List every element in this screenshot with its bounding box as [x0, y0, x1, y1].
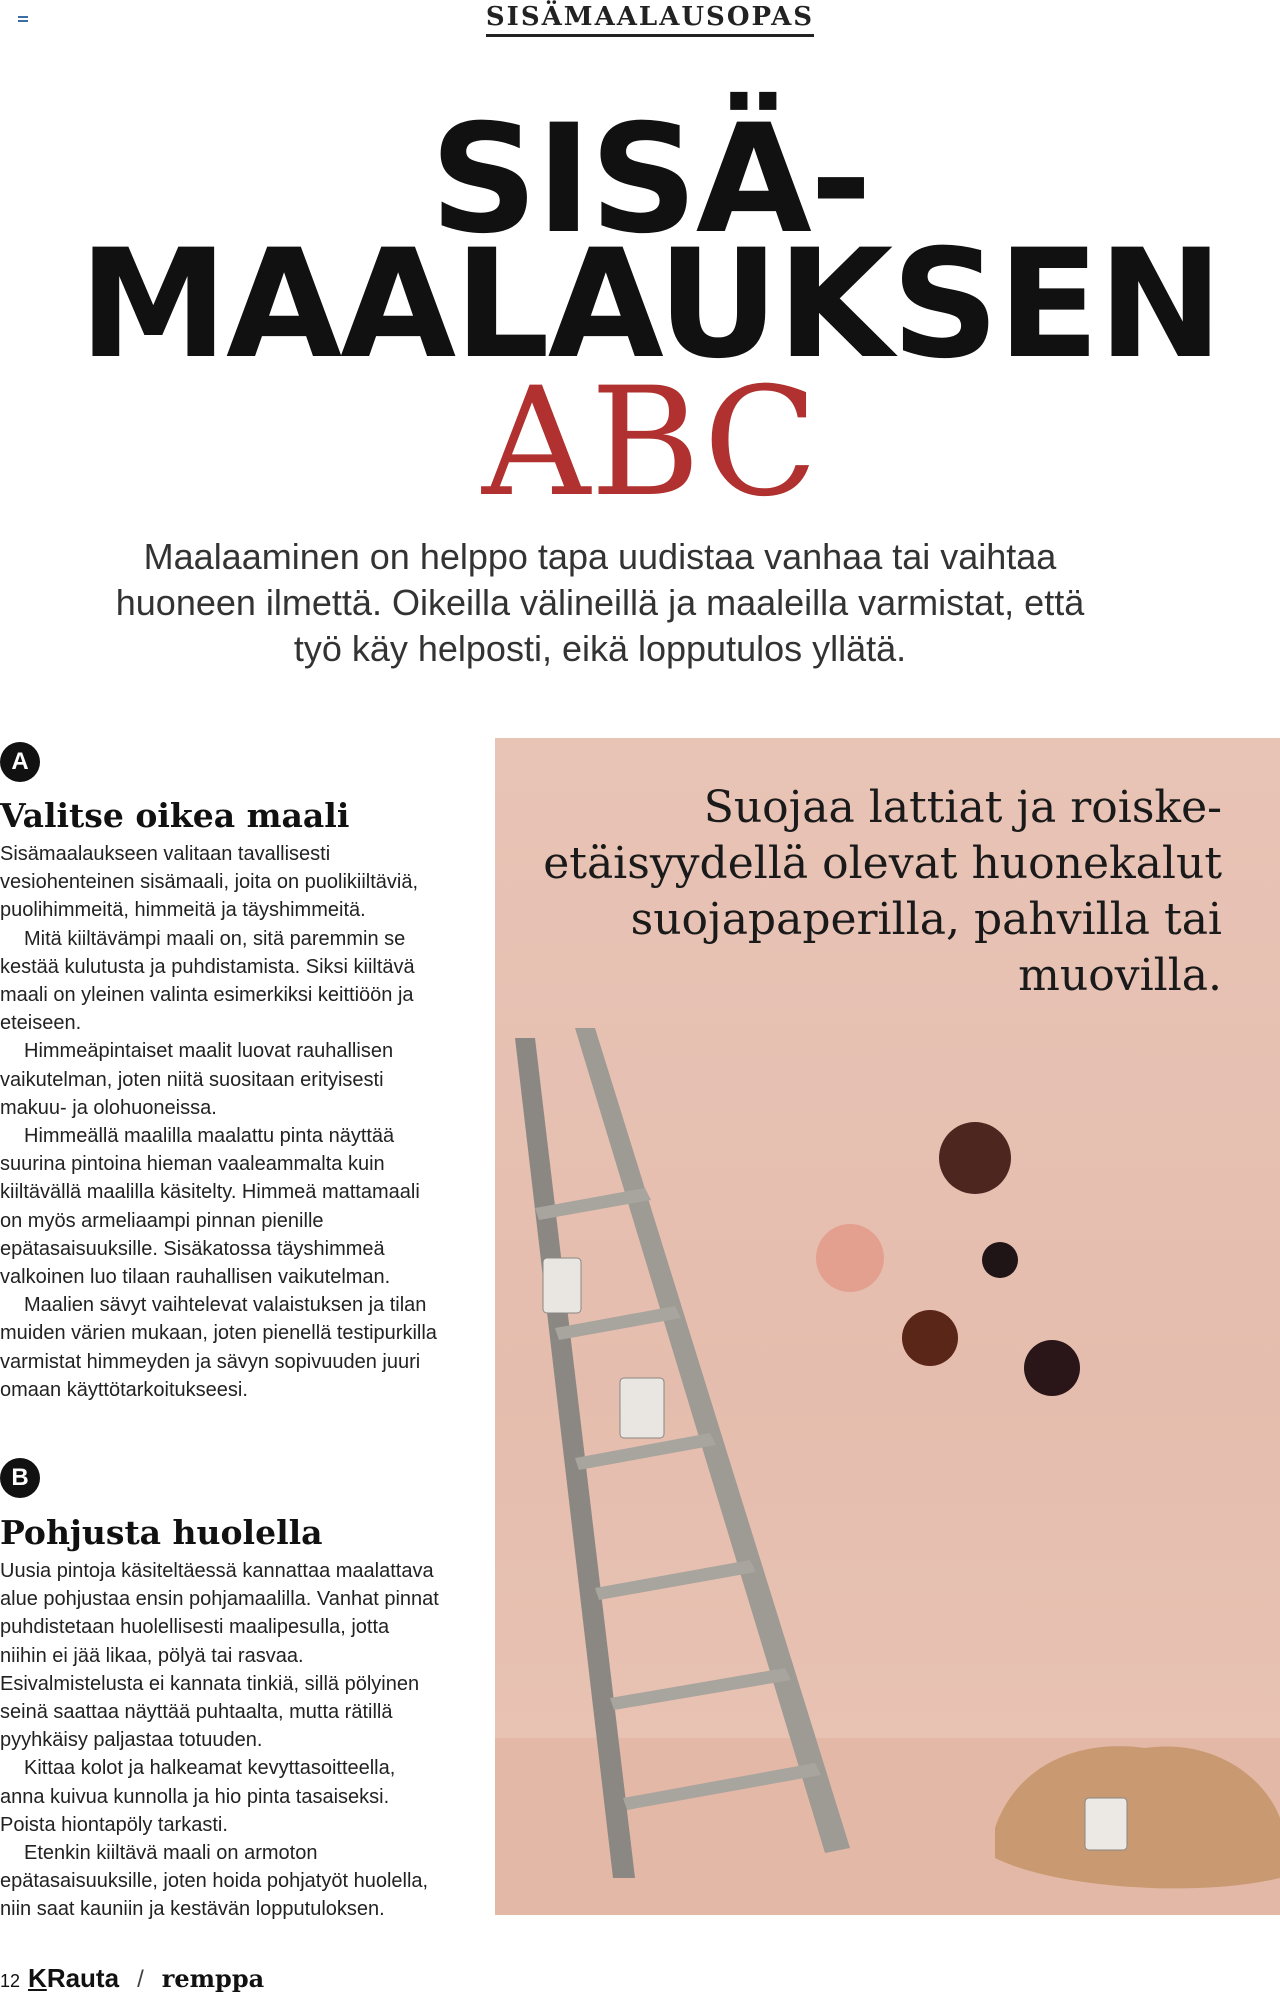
paragraph: Kittaa kolot ja halkeamat kevyttasoitteella, anna kuivua kunnolla ja hio pinta tasaiseksi. Poista hiontapöly tarkasti. [0, 1757, 396, 1836]
wall-peg [939, 1122, 1011, 1194]
wall-peg [816, 1224, 884, 1292]
photo-quote: Suojaa lattiat ja roiske-etäisyydellä olevat huonekalut suojapaperilla, pahvilla tai muovilla. [543, 782, 1222, 1001]
paragraph: Sisämaalaukseen valitaan tavallisesti vesiohenteinen sisämaali, joita on puolikiiltäviä, puolihimmeitä, himmeitä ja täyshimmeitä. [0, 843, 419, 922]
section-b-body [0, 1557, 440, 1924]
page-footer [0, 1963, 264, 1993]
intro-lede: Maalaaminen on helppo tapa uudistaa vanhaa tai vaihtaa huoneen ilmettä. Oikeilla välineillä ja maaleilla varmistat, että työ käy helposti, eikä lopputulos yllätä. [115, 536, 1085, 669]
headline-line-2: MAALAUKSEN [78, 218, 1222, 392]
paragraph: Mitä kiiltävämpi maali on, sitä paremmin se kestää kulutusta ja puhdistamista. Siksi kiiltävä maali on yleinen valinta esimerkiksi keittiöön ja eteiseen. [0, 927, 415, 1035]
page-number: 12 [0, 1971, 21, 1991]
headline-abc: ABC [481, 356, 819, 530]
paragraph: Himmeäpintaiset maalit luovat rauhallisen vaikutelman, joten niitä suositaan erityisesti makuu- ja olohuoneissa. [0, 1040, 394, 1119]
section-a-title: Valitse oikea maali [0, 796, 350, 835]
section-a-badge: A [0, 742, 40, 782]
paint-can [620, 1378, 664, 1438]
paragraph: Himmeällä maalilla maalattu pinta näyttää suurina pintoina hieman vaaleammalta kuin kiiltävällä maalilla käsitelty. Himmeä mattamaali on myös armeliaampi pinnan pienille epätasaisuuksille. Sisäkatossa täyshimmeä valkoinen luo tilaan rauhallisen vaikutelman. [0, 1125, 420, 1289]
wall-peg [982, 1242, 1018, 1278]
paragraph: Etenkin kiiltävä maali on armoton epätasaisuuksille, joten hoida pohjatyöt huolella, niin saat kauniin ja kestävän lopputuloksen. [0, 1842, 429, 1921]
section-kicker: SISÄMAALAUSOPAS [0, 0, 1280, 37]
paint-can [543, 1258, 581, 1313]
section-a-body [0, 840, 440, 1404]
paragraph: Uusia pintoja käsiteltäessä kannattaa maalattava alue pohjustaa ensin pohjamaalilla. Vanhat pinnat puhdistetaan huolellisesti maalipesulla, jotta niihin ei jää likaa, pölyä tai rasvaa. Esivalmistelusta ei kannata tinkiä, sillä pölyinen seinä saattaa näyttää puhtaalta, mutta rätillä pyyhkäisy paljastaa totuuden. [0, 1560, 439, 1752]
brand-logo: KRauta [28, 1963, 120, 1993]
wall-peg [1024, 1340, 1080, 1396]
wall-peg [902, 1310, 958, 1366]
paragraph: Maalien sävyt vaihtelevat valaistuksen ja tilan muiden värien mukaan, joten pienellä testipurkilla varmistat himmeyden ja sävyn sopivuuden juuri omaan käyttötarkoitukseesi. [0, 1294, 437, 1401]
paint-can [1085, 1798, 1127, 1850]
headline-line-1: SISÄ- [429, 93, 871, 267]
footer-separator: / [137, 1966, 144, 1993]
magazine-name: remppa [161, 1964, 265, 1993]
section-b-badge: B [0, 1458, 40, 1498]
section-b-title: Pohjusta huolella [0, 1513, 323, 1552]
